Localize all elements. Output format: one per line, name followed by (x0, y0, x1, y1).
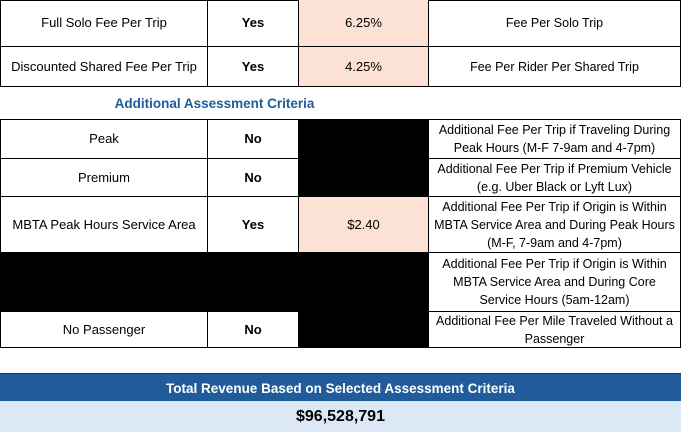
table-row-shared-fee (0, 47, 681, 87)
selection-cell[interactable]: No (208, 159, 299, 197)
section-title: Additional Assessment Criteria (114, 95, 315, 111)
criterion-label: No Passenger (0, 312, 208, 348)
fee-value-cell[interactable]: 6.25% (299, 0, 429, 47)
description-cell: Additional Fee Per Trip if Origin is Within MBTA Service Area and During Core Service Hours (5am-12am) (429, 253, 681, 312)
description-cell: Fee Per Rider Per Shared Trip (429, 47, 681, 87)
criterion-label: Peak (0, 120, 208, 159)
selection-cell[interactable]: No (208, 312, 299, 348)
fee-value-cell[interactable]: $2.40 (299, 197, 429, 253)
description-cell: Additional Fee Per Trip if Traveling During Peak Hours (M-F 7-9am and 4-7pm) (429, 120, 681, 159)
description-cell: Fee Per Solo Trip (429, 0, 681, 47)
criterion-label: Full Solo Fee Per Trip (0, 0, 208, 47)
table-row-full-solo-fee (0, 0, 681, 47)
description-cell: Additional Fee Per Trip if Origin is Within MBTA Service Area and During Peak Hours (M-F, 7-9am and 4-7pm) (429, 197, 681, 253)
total-revenue-label: Total Revenue Based on Selected Assessment Criteria (0, 373, 681, 402)
table-row-mbta-core (0, 253, 681, 312)
selection-cell[interactable]: No (208, 120, 299, 159)
masked-value-cell (299, 312, 429, 348)
table-row-mbta-peak (0, 197, 681, 253)
table-row-peak (0, 119, 681, 159)
table-row-premium (0, 159, 681, 197)
table-row-no-passenger (0, 312, 681, 348)
fee-value-cell[interactable]: 4.25% (299, 47, 429, 87)
total-revenue-value: $96,528,791 (0, 401, 681, 432)
description-cell: Additional Fee Per Trip if Premium Vehicle (e.g. Uber Black or Lyft Lux) (429, 159, 681, 197)
masked-value-cell (299, 159, 429, 197)
criterion-label: MBTA Peak Hours Service Area (0, 197, 208, 253)
selection-cell[interactable]: Yes (208, 0, 299, 47)
selection-cell[interactable]: Yes (208, 197, 299, 253)
criterion-label: Premium (0, 159, 208, 197)
description-cell: Additional Fee Per Mile Traveled Without a Passenger (429, 312, 681, 348)
masked-value-cell (299, 120, 429, 159)
selection-cell[interactable]: Yes (208, 47, 299, 87)
criterion-label: Discounted Shared Fee Per Trip (0, 47, 208, 87)
